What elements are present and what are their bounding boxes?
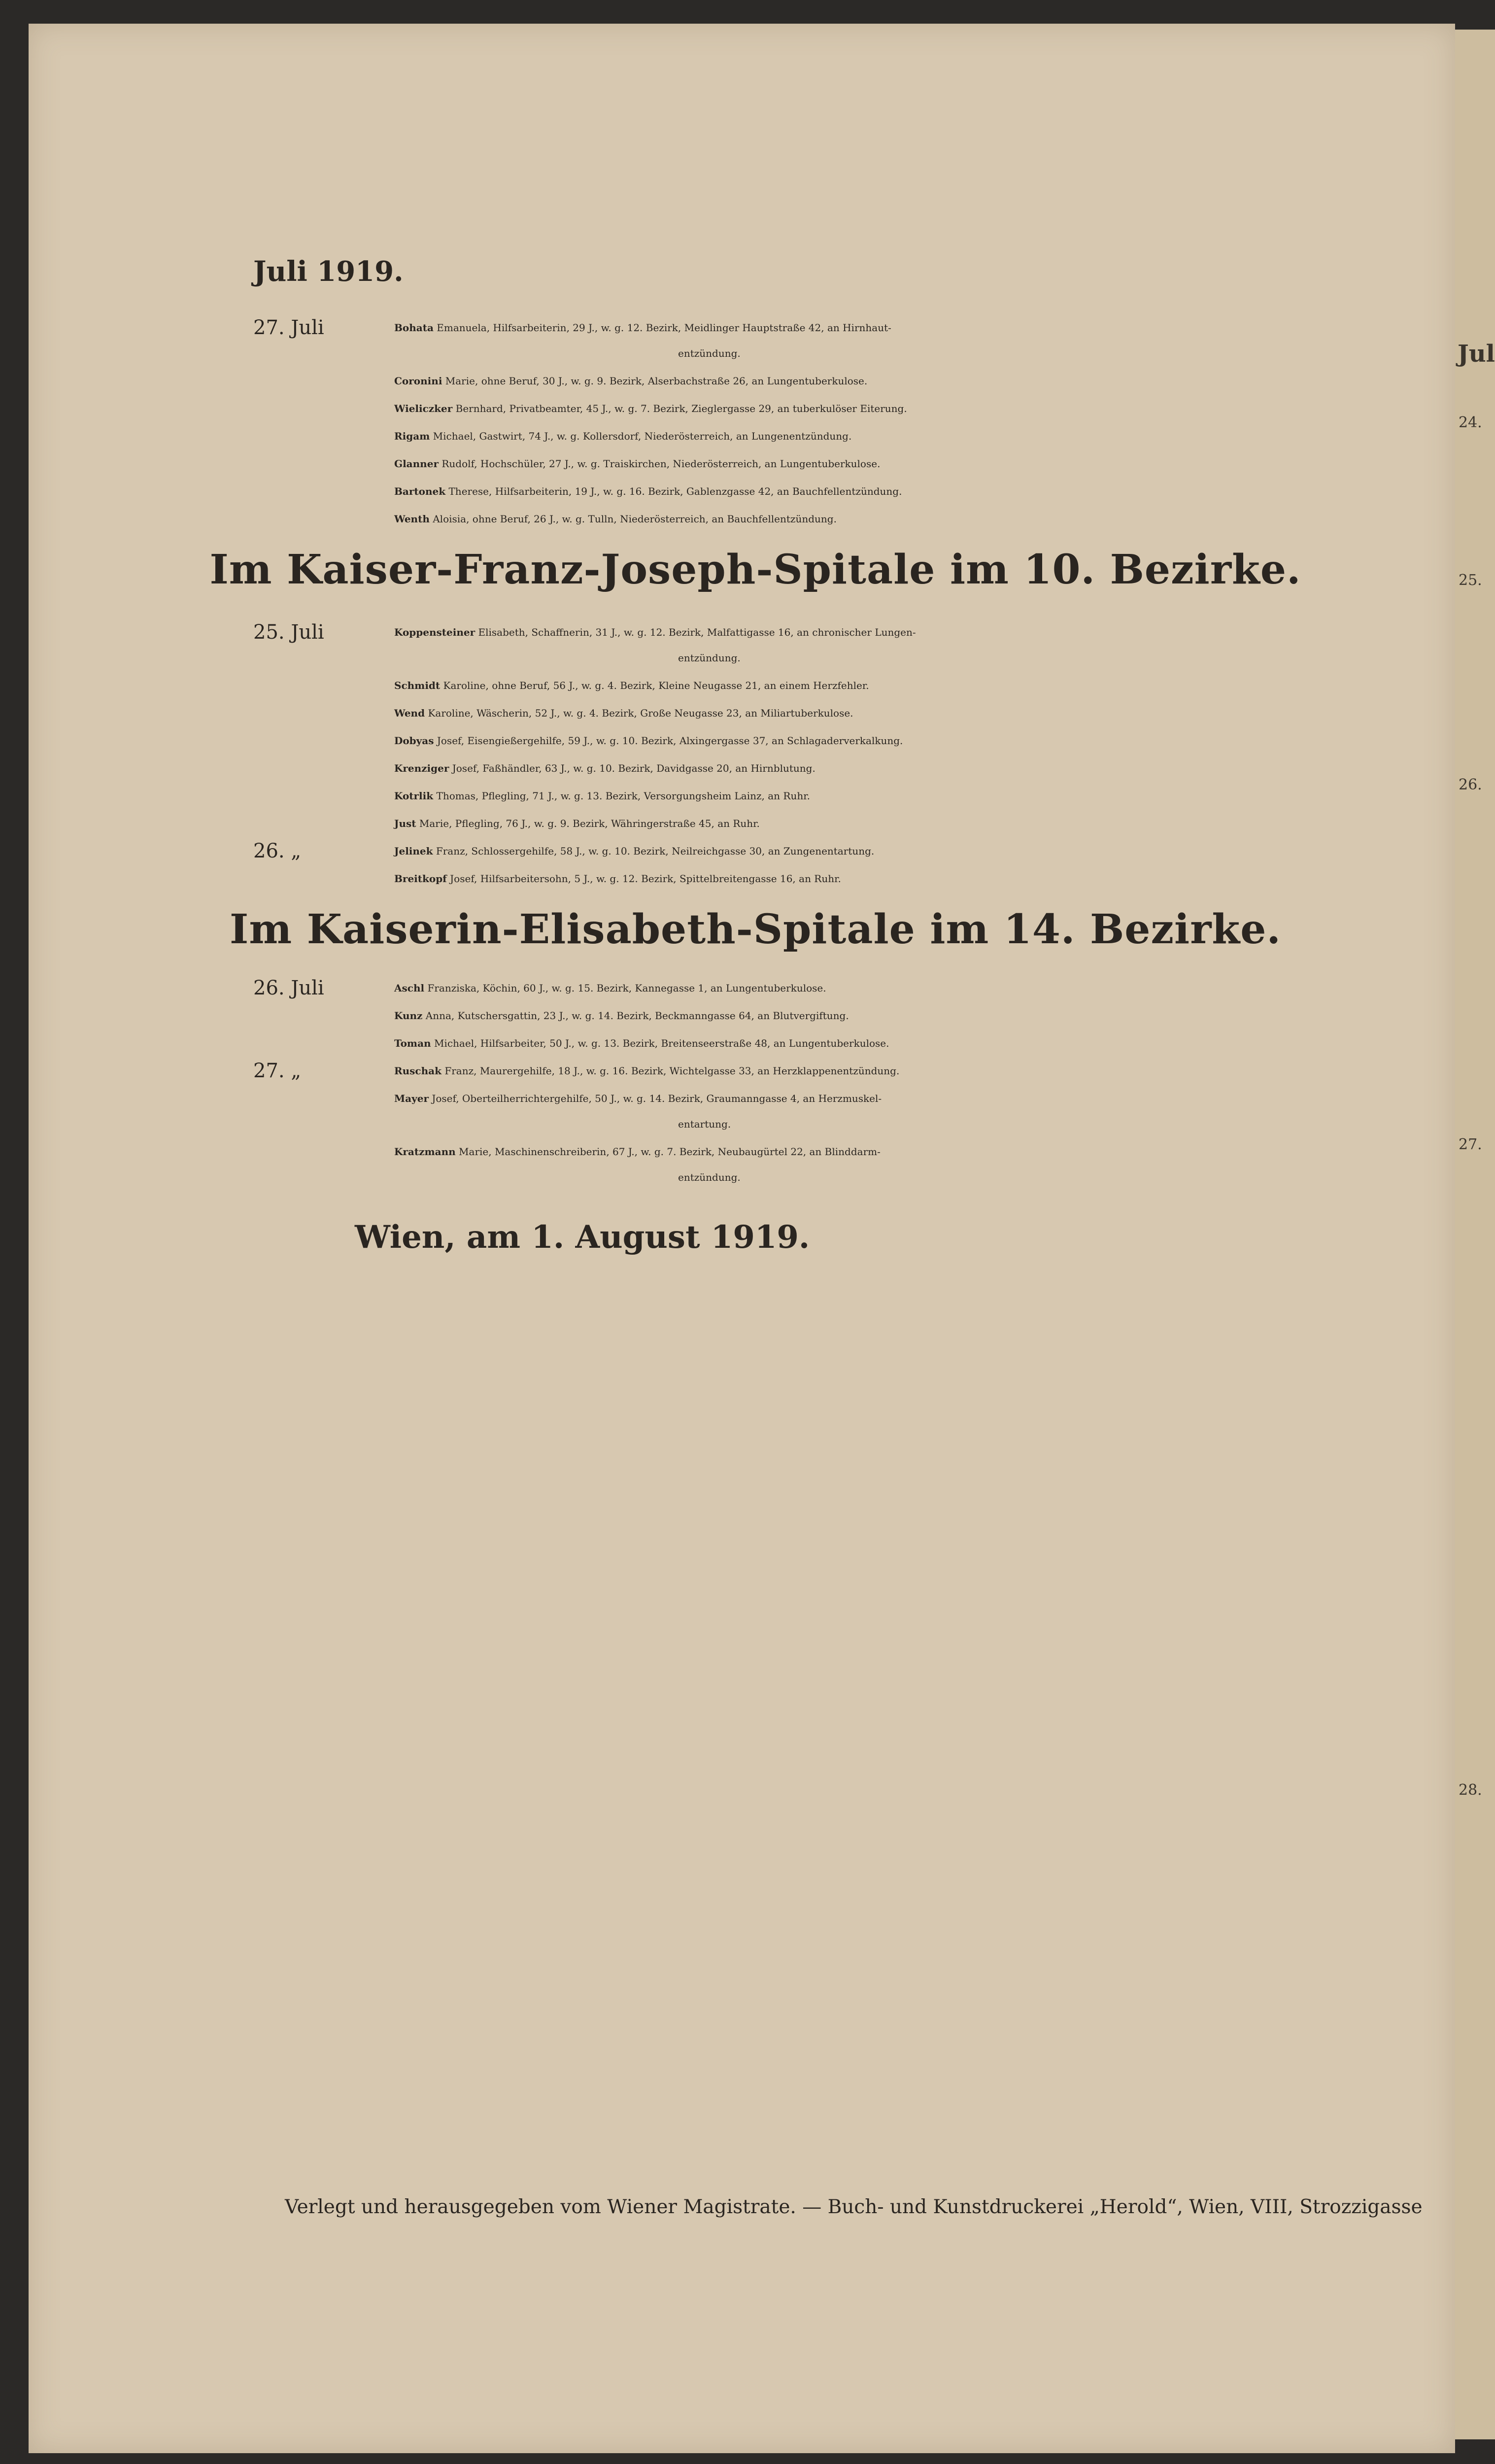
- hospital-heading: Im Kaiserin-Elisabeth-Spitale im 14. Bezirke.: [230, 906, 1281, 953]
- entry-continuation-text: entzündung.: [678, 652, 741, 664]
- entry-name: Schmidt: [394, 680, 441, 691]
- entry-name: Krenziger: [394, 762, 449, 774]
- entry-text: [394, 313, 1473, 342]
- entry-name: Aschl: [394, 982, 425, 994]
- entry-details: Josef, Oberteilherrichtergehilfe, 50 J., w. g. 14. Bezirk, Graumanngasse 4, an Herzmuskel-: [428, 1093, 882, 1104]
- entry-name: Wenth: [394, 513, 430, 525]
- entry-continuation-text: entartung.: [678, 1118, 731, 1130]
- adjacent-page-date: 24.: [1459, 414, 1482, 431]
- entry-details: Emanuela, Hilfsarbeiterin, 29 J., w. g. 12. Bezirk, Meidlinger Hauptstraße 42, an Hirnhaut-: [433, 322, 891, 334]
- entry-name: Breitkopf: [394, 873, 447, 885]
- entry-details: Marie, ohne Beruf, 30 J., w. g. 9. Bezirk, Alserbachstraße 26, an Lungentuberkulose.: [442, 375, 868, 387]
- entry-details: Anna, Kutschersgattin, 23 J., w. g. 14. Bezirk, Beckmanngasse 64, an Blutvergiftung.: [422, 1010, 849, 1022]
- entry-name: Wieliczker: [394, 403, 453, 414]
- entry-date: 25. Juli: [253, 621, 324, 644]
- adjacent-page-date: 28.: [1459, 1781, 1482, 1799]
- entry-name: Rigam: [394, 430, 430, 442]
- adjacent-page-header: Jul: [1458, 340, 1495, 368]
- entry-date: 26. Juli: [253, 977, 324, 999]
- entry-details: Josef, Hilfsarbeitersohn, 5 J., w. g. 12. Bezirk, Spittelbreitengasse 16, an Ruhr.: [446, 873, 841, 885]
- hospital-heading: Im Kaiser-Franz-Joseph-Spitale im 10. Bezirke.: [209, 546, 1301, 593]
- entry-details: Elisabeth, Schaffnerin, 31 J., w. g. 12. Bezirk, Malfattigasse 16, an chronischer Lungen-: [475, 626, 916, 638]
- entry-details: Aloisia, ohne Beruf, 26 J., w. g. Tulln, Niederösterreich, an Bauchfellentzündung.: [429, 513, 837, 525]
- entry-continuation-text: entzündung.: [678, 347, 741, 359]
- entry-name: Kotrlik: [394, 790, 434, 802]
- entry-date: 26. „: [253, 840, 302, 862]
- entry-details: Karoline, ohne Beruf, 56 J., w. g. 4. Bezirk, Kleine Neugasse 21, an einem Herzfehler.: [440, 680, 869, 691]
- entry-name: Toman: [394, 1037, 431, 1049]
- entry-name: Kunz: [394, 1010, 423, 1022]
- entry-name: Bohata: [394, 322, 434, 334]
- entry-name: Dobyas: [394, 735, 434, 747]
- entry-details: Josef, Eisengießergehilfe, 59 J., w. g. 10. Bezirk, Alxingergasse 37, an Schlagaderverkalkung.: [434, 735, 903, 747]
- month-header: Juli 1919.: [253, 255, 404, 288]
- entry-name: Ruschak: [394, 1065, 442, 1077]
- closing-date-line: Wien, am 1. August 1919.: [355, 1219, 810, 1256]
- entry-details: Michael, Hilfsarbeiter, 50 J., w. g. 13. Bezirk, Breitenseerstraße 48, an Lungentuberkulose.: [431, 1037, 889, 1049]
- entry-name: Coronini: [394, 375, 442, 387]
- entry-details: Bernhard, Privatbeamter, 45 J., w. g. 7. Bezirk, Zieglergasse 29, an tuberkulöser Eiterung.: [452, 403, 907, 414]
- entry-name: Just: [394, 818, 416, 829]
- entry-details: Franz, Maurergehilfe, 18 J., w. g. 16. Bezirk, Wichtelgasse 33, an Herzklappenentzündung.: [441, 1065, 900, 1077]
- entry-name: Bartonek: [394, 485, 446, 497]
- entry-name: Kratzmann: [394, 1146, 456, 1158]
- entry-name: Glanner: [394, 458, 439, 470]
- entry-details: Marie, Pflegling, 76 J., w. g. 9. Bezirk, Währingerstraße 45, an Ruhr.: [416, 818, 760, 829]
- entry-details: Marie, Maschinenschreiberin, 67 J., w. g. 7. Bezirk, Neubaugürtel 22, an Blinddarm-: [455, 1146, 881, 1158]
- document-page: [29, 24, 1455, 2453]
- entry-details: Rudolf, Hochschüler, 27 J., w. g. Traiskirchen, Niederösterreich, an Lungentuberkulose.: [438, 458, 881, 470]
- entry-name: Koppensteiner: [394, 626, 476, 638]
- entry-name: Wend: [394, 707, 425, 719]
- publisher-footer: Verlegt und herausgegeben vom Wiener Magistrate. — Buch- und Kunstdruckerei „Herold“, Wien, VIII, Strozzigasse: [285, 2196, 1423, 2218]
- entry-details: Thomas, Pflegling, 71 J., w. g. 13. Bezirk, Versorgungsheim Lainz, an Ruhr.: [433, 790, 810, 802]
- adjacent-page-date: 27.: [1459, 1136, 1482, 1153]
- entry-name: Jelinek: [394, 845, 433, 857]
- entry-continuation-text: entzündung.: [678, 1171, 741, 1183]
- entry-details: Karoline, Wäscherin, 52 J., w. g. 4. Bezirk, Große Neugasse 23, an Miliartuberkulose.: [425, 707, 853, 719]
- entry-date: 27. Juli: [253, 316, 324, 339]
- entry-details: Michael, Gastwirt, 74 J., w. g. Kollersdorf, Niederösterreich, an Lungenentzündung.: [430, 430, 852, 442]
- adjacent-page-date: 26.: [1459, 776, 1482, 793]
- entry-details: Franz, Schlossergehilfe, 58 J., w. g. 10. Bezirk, Neilreichgasse 30, an Zungenentartung.: [433, 845, 875, 857]
- entry-details: Therese, Hilfsarbeiterin, 19 J., w. g. 16. Bezirk, Gablenzgasse 42, an Bauchfellentzündung.: [445, 485, 902, 497]
- entry-date: 27. „: [253, 1060, 302, 1082]
- entry-details: Franziska, Köchin, 60 J., w. g. 15. Bezirk, Kannegasse 1, an Lungentuberkulose.: [424, 982, 826, 994]
- entry-name: Mayer: [394, 1093, 429, 1104]
- entry-details: Josef, Faßhändler, 63 J., w. g. 10. Bezirk, Davidgasse 20, an Hirnblutung.: [449, 762, 815, 774]
- adjacent-page-date: 25.: [1459, 572, 1482, 589]
